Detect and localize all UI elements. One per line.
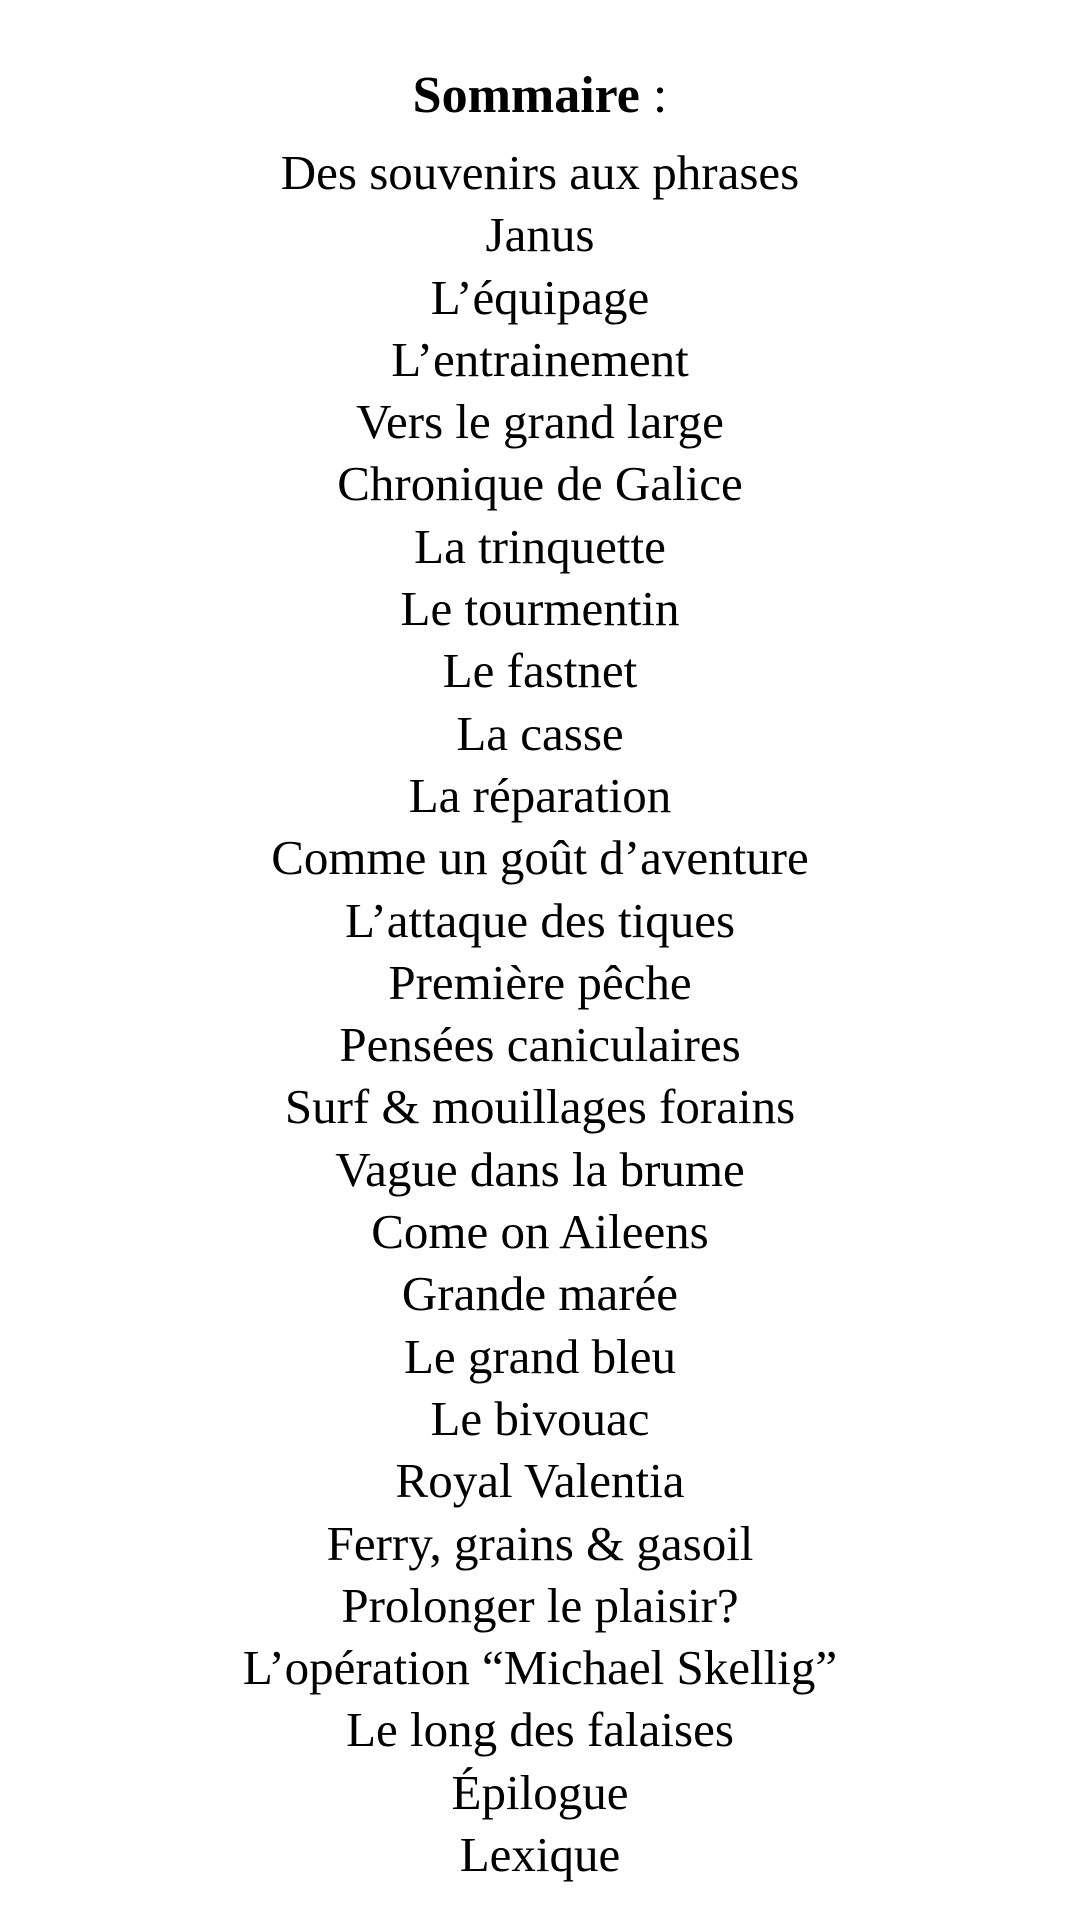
toc-entry: Prolonger le plaisir? bbox=[341, 1577, 739, 1633]
title-label: Sommaire bbox=[412, 67, 640, 124]
toc-entry: Lexique bbox=[459, 1827, 621, 1883]
toc-entry: Le long des falaises bbox=[346, 1702, 734, 1758]
toc-entry: La casse bbox=[456, 705, 624, 761]
title-separator: : bbox=[639, 67, 668, 124]
toc-entry: Le fastnet bbox=[442, 643, 638, 699]
toc-entry: Le grand bleu bbox=[403, 1328, 677, 1384]
toc-entry: Le bivouac bbox=[430, 1390, 650, 1446]
toc-entry: Pensées caniculaires bbox=[339, 1017, 741, 1073]
toc-entry: Vague dans la brume bbox=[335, 1141, 745, 1197]
page-title bbox=[0, 64, 1080, 128]
toc-entry: Comme un goût d’aventure bbox=[271, 830, 809, 886]
toc-entry: L’attaque des tiques bbox=[344, 892, 736, 948]
toc-entry: Le tourmentin bbox=[400, 581, 680, 637]
toc-entry: Ferry, grains & gasoil bbox=[326, 1515, 754, 1571]
toc-entry: L’entrainement bbox=[391, 331, 689, 387]
toc-entry: Première pêche bbox=[388, 954, 692, 1010]
toc-entry: Chronique de Galice bbox=[337, 456, 743, 512]
toc-entry: L’opération “Michael Skellig” bbox=[242, 1640, 838, 1696]
toc-entry: Janus bbox=[485, 207, 595, 263]
toc-entry: Vers le grand large bbox=[356, 394, 724, 450]
toc-entry: Grande marée bbox=[401, 1266, 679, 1322]
toc-entry: Royal Valentia bbox=[395, 1453, 685, 1509]
table-of-contents bbox=[0, 142, 1080, 1886]
toc-entry: La réparation bbox=[408, 767, 672, 823]
toc-entry: L’équipage bbox=[430, 269, 650, 325]
toc-entry: Come on Aileens bbox=[371, 1204, 709, 1260]
toc-entry: Surf & mouillages forains bbox=[284, 1079, 796, 1135]
toc-entry: Épilogue bbox=[451, 1764, 629, 1820]
toc-entry: Des souvenirs aux phrases bbox=[280, 145, 800, 200]
toc-entry: La trinquette bbox=[414, 518, 666, 574]
